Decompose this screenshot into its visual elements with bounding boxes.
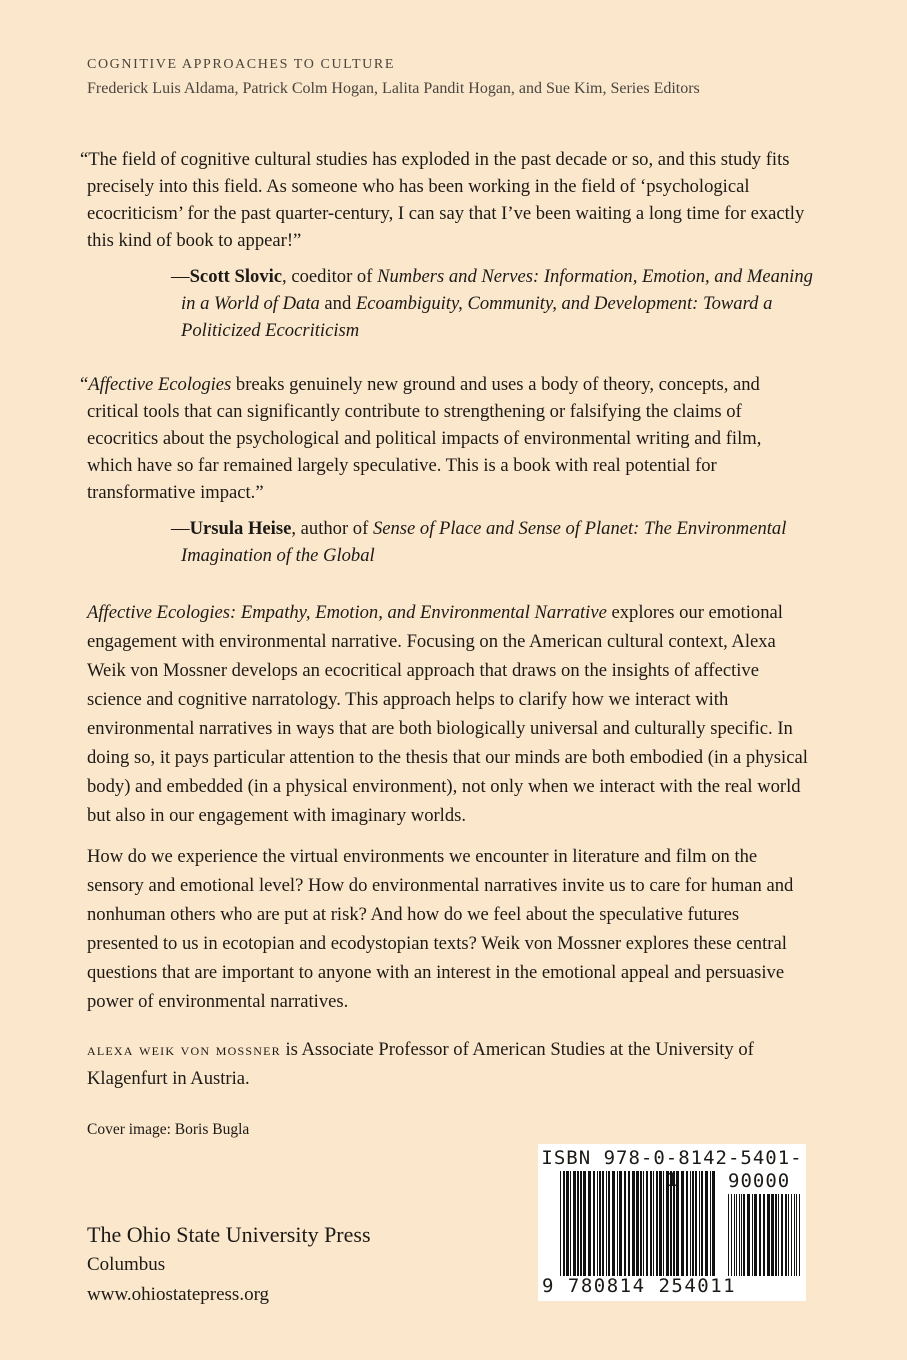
barcode-bar [752, 1194, 753, 1276]
barcode-bar [736, 1194, 737, 1276]
series-editors: Frederick Luis Aldama, Patrick Colm Hogan, Lalita Pandit Hogan, and Sue Kim, Series Editors [87, 80, 700, 97]
blurb-quote: “The field of cognitive cultural studies has exploded in the past decade or so, and this study fits precisely into this field. As someone who has been working in the field of ‘psychological ecocriticism’ for the past quarter-century, I can say that I’ve been waiting a long time for exactly this kind of book to appear!” [80, 149, 805, 251]
barcode-bar [710, 1171, 711, 1276]
barcode-bar [608, 1171, 610, 1276]
attribution-conjunction: and [319, 293, 356, 314]
barcode-bar [791, 1194, 792, 1276]
publisher-name: The Ohio State University Press [87, 1222, 371, 1247]
barcode-bar [580, 1171, 582, 1276]
attribution-book-title: Sense of Place and Sense of Planet: The Environmental Imagination of the Global [181, 518, 787, 566]
barcode-bar [741, 1194, 742, 1276]
barcode-bar [728, 1194, 729, 1276]
barcode-bar [636, 1171, 639, 1276]
barcode-bar [617, 1171, 618, 1276]
blurb-ursula-heise [80, 371, 807, 569]
barcode-bar [681, 1171, 684, 1276]
attribution-book-title: Ecoambiguity, Community, and Development: Toward a Politicized Ecocriticism [181, 293, 773, 341]
barcode-bar [690, 1171, 691, 1276]
barcode-bar [663, 1171, 664, 1276]
barcode-bar [588, 1171, 591, 1276]
barcode-bar [731, 1194, 732, 1276]
barcode-bar [646, 1171, 648, 1276]
author-bio [87, 1035, 812, 1093]
blurb-attribution [171, 263, 821, 344]
barcode-bar [775, 1194, 777, 1276]
attribution-name: Ursula Heise [189, 518, 292, 539]
barcode-bar [628, 1171, 630, 1276]
attribution-dash: — [171, 266, 190, 287]
barcode-bar [747, 1194, 750, 1276]
barcode-bar [670, 1171, 672, 1276]
attribution-name: Scott Slovic [189, 266, 283, 287]
barcode-bar [676, 1171, 679, 1276]
barcode-bar [686, 1171, 688, 1276]
barcode-bar [560, 1171, 561, 1276]
barcode-bar [763, 1194, 765, 1276]
barcode-bar [734, 1194, 735, 1276]
isbn-barcode [538, 1144, 806, 1301]
description-paragraph [87, 598, 812, 830]
description-text: explores our emotional engagement with environmental narrative. Focusing on the American cultural context, Alexa Weik von Mossner develops an ecocritical approach that draws on the insights of affective science and cognitive narratology. This approach helps to clarify how we interact with environmental narratives in ways that are both biologically universal and culturally specific. In doing so, it pays particular attention to the thesis that our minds are both embodied (in a physical body) and embedded (in a physical environment), not only when we interact with the real world but also in our engagement with imaginary worlds. [87, 602, 808, 826]
barcode-bar [597, 1171, 598, 1276]
barcode-bar [653, 1171, 654, 1276]
blurb-attribution [171, 515, 821, 569]
barcode-bar [666, 1171, 669, 1276]
barcode-bar [781, 1194, 783, 1276]
barcode-bar [794, 1194, 795, 1276]
barcode-bar [563, 1171, 565, 1276]
barcode-bar [743, 1194, 745, 1276]
barcode-price-code: 90000 [728, 1170, 791, 1192]
barcode-bar [705, 1171, 708, 1276]
barcode-bar [602, 1171, 604, 1276]
barcode-bar [583, 1171, 586, 1276]
quote-book-title: Affective Ecologies [88, 374, 232, 395]
description-book-title: Affective Ecologies: Empathy, Emotion, and Environmental Narrative [87, 602, 607, 623]
barcode-bar [796, 1194, 797, 1276]
attribution-role: , coeditor of [282, 266, 378, 287]
quote-text: breaks genuinely new ground and uses a body of theory, concepts, and critical tools that can significantly contribute to strengthening or falsifying the claims of ecocritics about the psychological and political impacts of environmental writing and film, which have so far remained largely speculative. This is a book with real potential for transformative impact.” [87, 374, 762, 503]
barcode-bar [599, 1171, 601, 1276]
barcode-bar [632, 1171, 635, 1276]
blurb-scott-slovic [80, 146, 813, 344]
publisher-city: Columbus [87, 1254, 166, 1275]
barcode-bar [767, 1194, 770, 1276]
barcode-bar [695, 1171, 697, 1276]
barcode-bar [624, 1171, 626, 1276]
barcode-bar [778, 1194, 779, 1276]
barcode-bar [712, 1171, 715, 1276]
barcode-bar [701, 1171, 703, 1276]
barcode-bar [673, 1171, 675, 1276]
barcode-bar [643, 1171, 644, 1276]
barcode-bar [692, 1171, 694, 1276]
barcode-bar [570, 1171, 571, 1276]
open-quote: “ [80, 374, 89, 395]
barcode-bar [785, 1194, 787, 1276]
barcode-bar [754, 1194, 757, 1276]
barcode-bar [799, 1194, 800, 1276]
barcode-bar [640, 1171, 642, 1276]
barcode-bar [788, 1194, 789, 1276]
barcode-bar [612, 1171, 615, 1276]
barcode-bar [739, 1194, 740, 1276]
barcode-bar [566, 1171, 569, 1276]
isbn-label: ISBN 978-0-8142-5401- [541, 1147, 803, 1169]
barcode-bar [656, 1171, 658, 1276]
barcode-bar [771, 1194, 774, 1276]
blurb-quote [80, 371, 807, 506]
barcode-bar [650, 1171, 652, 1276]
author-name: alexa weik von mossner [87, 1040, 281, 1059]
series-label: COGNITIVE APPROACHES TO CULTURE [87, 57, 395, 72]
description-paragraph: How do we experience the virtual environments we encounter in literature and film on the sensory and emotional level? How do environmental narratives invite us to care for human and nonhuman others who are put at risk? And how do we feel about the speculative futures presented to us in ecotopian and ecodystopian texts? Weik von Mossner explores these central questions that are important to anyone with an interest in the emotional appeal and persuasive power of environmental narratives. [87, 846, 794, 1012]
barcode-digits: 9 780814 254011 [542, 1275, 737, 1297]
attribution-book-title: Numbers and Nerves: Information, Emotion, and Meaning in a World of Data [181, 266, 813, 314]
barcode-bar [577, 1171, 579, 1276]
publisher-website[interactable]: www.ohiostatepress.org [87, 1284, 270, 1305]
cover-credit: Cover image: Boris Bugla [87, 1121, 250, 1138]
barcode-bar [606, 1171, 607, 1276]
author-bio-text: is Associate Professor of American Studies at the University of Klagenfurt in Austria. [87, 1039, 754, 1089]
barcode-bar [759, 1194, 761, 1276]
barcode-bar [593, 1171, 595, 1276]
attribution-role: , author of [291, 518, 373, 539]
barcode-bar [699, 1171, 700, 1276]
attribution-dash: — [171, 518, 190, 539]
barcode-bar [659, 1171, 662, 1276]
barcode-bar [619, 1171, 622, 1276]
barcode-bar [573, 1171, 576, 1276]
